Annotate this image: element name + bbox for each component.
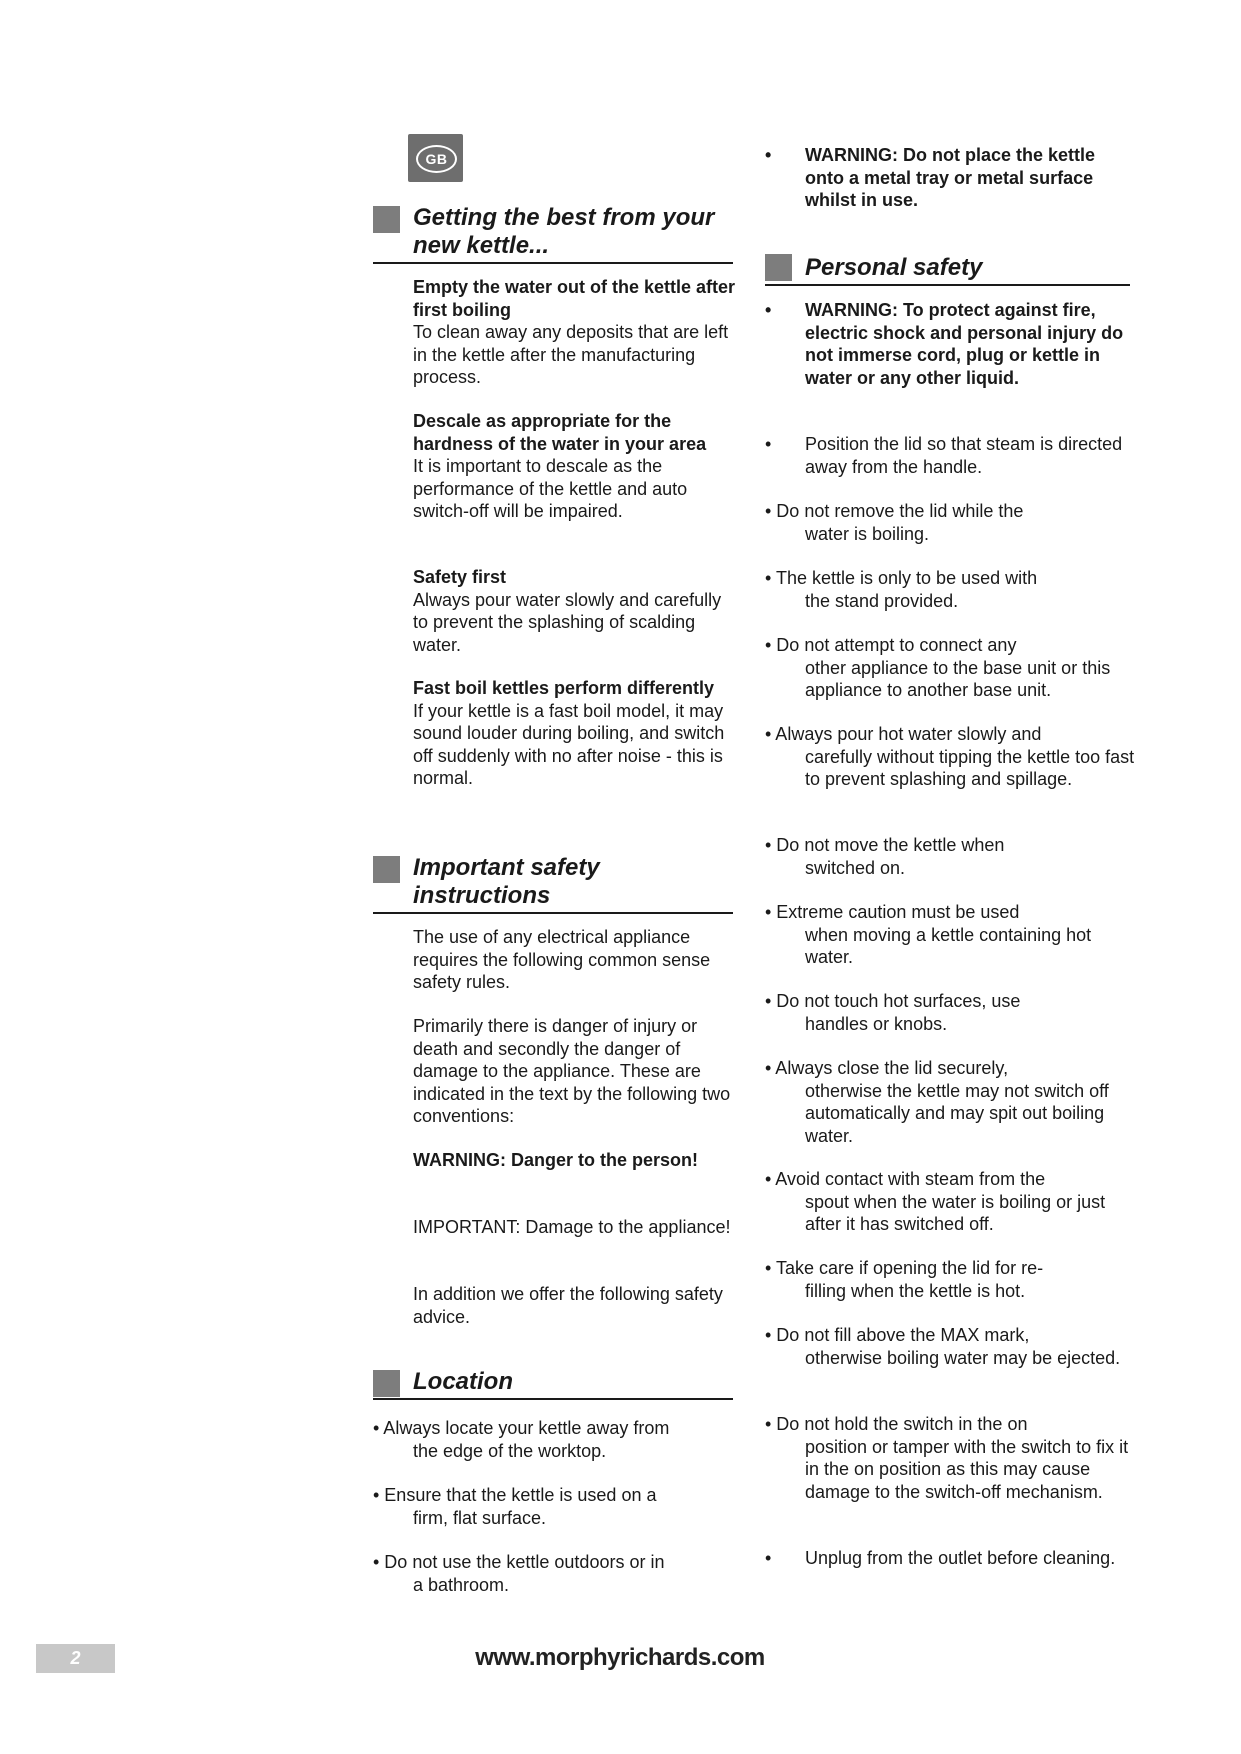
bullet-rest: carefully without tipping the kettle too fast to prevent splashing and spillage. <box>805 746 1135 789</box>
warning-convention <box>413 1149 738 1172</box>
bullet-first: • Do not move the kettle when <box>765 835 1005 855</box>
warning-text: WARNING: To protect against fire, electric shock and personal injury do not immerse cord, plug or kettle in water or any other liquid. <box>805 300 1124 388</box>
personal-bullet <box>765 901 1135 969</box>
personal-bullet <box>765 634 1135 702</box>
tip-text: If your kettle is a fast boil model, it may sound louder during boiling, and switch off suddenly with no after noise - this is normal. <box>413 700 725 788</box>
heading-square-icon <box>373 206 400 233</box>
gb-label: GB <box>416 145 457 173</box>
bullet-rest: otherwise boiling water may be ejected. <box>805 1347 1121 1368</box>
safety-intro <box>413 926 738 994</box>
personal-bullet <box>765 1168 1135 1236</box>
tip-heading: Safety first <box>413 567 507 587</box>
bullet-rest: when moving a kettle containing hot water. <box>805 924 1092 967</box>
bullet-rest: other appliance to the base unit or this appliance to another base unit. <box>805 657 1111 700</box>
warning-text: WARNING: Do not place the kettle onto a metal tray or metal surface whilst in use. <box>805 145 1096 210</box>
page-number: 2 <box>36 1644 115 1673</box>
paragraph: The use of any electrical appliance requires the following common sense safety rules. <box>413 927 711 992</box>
important-text: IMPORTANT: Damage to the appliance! <box>413 1217 731 1237</box>
paragraph: Primarily there is danger of injury or death and secondly the danger of damage to the appliance. These are indicated in the text by the following two conventions: <box>413 1016 731 1126</box>
personal-bullet <box>765 1324 1135 1369</box>
section-title: Location <box>413 1368 513 1395</box>
tip-text: Always pour water slowly and carefully to prevent the splashing of scalding water. <box>413 589 722 655</box>
heading-square-icon <box>373 1370 400 1397</box>
personal-bullet <box>765 990 1135 1035</box>
section-title: Important safety instructions <box>413 854 600 909</box>
bullet-unplug <box>765 1547 1135 1570</box>
bullet-first: • Always locate your kettle away from <box>373 1418 670 1438</box>
bullet-first: • Always close the lid securely, <box>765 1058 1009 1078</box>
bullet-rest: water is boiling. <box>805 523 930 544</box>
tip-heading: Fast boil kettles perform differently <box>413 678 715 698</box>
tip-fast-boil <box>413 677 738 790</box>
bullet-first: • Do not attempt to connect any <box>765 635 1017 655</box>
website-url: www.morphyrichards.com <box>475 1644 765 1671</box>
tip-safety-first <box>413 566 738 656</box>
bullet-first: • Avoid contact with steam from the <box>765 1169 1046 1189</box>
personal-bullet <box>765 1257 1135 1302</box>
section-heading-getting-best <box>373 204 733 264</box>
bullet-first: • Do not touch hot surfaces, use <box>765 991 1021 1011</box>
bullet-position-lid <box>765 433 1135 478</box>
location-bullet <box>373 1551 743 1596</box>
section-heading-location <box>373 1368 733 1400</box>
section-heading-personal-safety <box>765 254 1130 286</box>
bullet-rest: switched on. <box>805 857 906 878</box>
bullet-dot: • <box>765 145 772 165</box>
bullet-rest: firm, flat surface. <box>413 1507 547 1528</box>
bullet-dot: • <box>765 300 772 320</box>
tip-descale <box>413 410 738 523</box>
tip-text: To clean away any deposits that are left in the kettle after the manufacturing process. <box>413 322 729 387</box>
bullet-rest: otherwise the kettle may not switch off automatically and may spit out boiling water. <box>805 1080 1109 1146</box>
bullet-dot: • <box>765 1548 772 1568</box>
bullet-rest: a bathroom. <box>413 1574 510 1595</box>
bullet-first: • Ensure that the kettle is used on a <box>373 1485 657 1505</box>
bullet-first: • Do not use the kettle outdoors or in <box>373 1552 665 1572</box>
gb-badge <box>408 134 463 182</box>
bullet-rest: filling when the kettle is hot. <box>805 1280 1026 1301</box>
bullet-first: • Extreme caution must be used <box>765 902 1020 922</box>
warning-metal-tray <box>765 144 1135 212</box>
safety-advice <box>413 1283 738 1328</box>
personal-bullet <box>765 567 1135 612</box>
heading-square-icon <box>765 254 792 281</box>
important-convention <box>413 1216 738 1239</box>
safety-danger <box>413 1015 738 1128</box>
bullet-rest: the stand provided. <box>805 590 959 611</box>
warning-immerse <box>765 299 1135 389</box>
bullet-first: • Take care if opening the lid for re- <box>765 1258 1044 1278</box>
bullet-first: • The kettle is only to be used with <box>765 568 1038 588</box>
personal-bullet <box>765 500 1135 545</box>
personal-bullet <box>765 1057 1135 1147</box>
personal-bullet <box>765 834 1135 879</box>
heading-square-icon <box>373 856 400 883</box>
tip-heading: Empty the water out of the kettle after first boiling <box>413 277 736 320</box>
bullet-text: Unplug from the outlet before cleaning. <box>805 1548 1116 1568</box>
location-bullet <box>373 1417 743 1462</box>
paragraph: In addition we offer the following safety advice. <box>413 1284 723 1327</box>
bullet-rest: spout when the water is boiling or just after it has switched off. <box>805 1191 1106 1234</box>
bullet-first: • Do not hold the switch in the on <box>765 1414 1028 1434</box>
tip-text: It is important to descale as the performance of the kettle and auto switch-off will be impaired. <box>413 456 688 521</box>
bullet-rest: position or tamper with the switch to fix it in the on position as this may cause damage to the switch-off mechanism. <box>805 1436 1129 1502</box>
personal-bullet <box>765 1413 1135 1503</box>
location-bullet <box>373 1484 743 1529</box>
tip-empty-water <box>413 276 738 389</box>
bullet-first: • Do not remove the lid while the <box>765 501 1024 521</box>
bullet-rest: the edge of the worktop. <box>413 1440 607 1461</box>
section-heading-important-safety <box>373 854 733 914</box>
bullet-dot: • <box>765 434 772 454</box>
bullet-first: • Always pour hot water slowly and <box>765 724 1042 744</box>
bullet-text: Position the lid so that steam is directed away from the handle. <box>805 434 1123 477</box>
bullet-rest: handles or knobs. <box>805 1013 948 1034</box>
section-title: Personal safety <box>805 254 983 281</box>
personal-bullet <box>765 723 1135 791</box>
tip-heading: Descale as appropriate for the hardness of the water in your area <box>413 411 707 454</box>
bullet-first: • Do not fill above the MAX mark, <box>765 1325 1030 1345</box>
section-title: Getting the best from your new kettle... <box>413 204 715 259</box>
warning-text: WARNING: Danger to the person! <box>413 1150 699 1170</box>
